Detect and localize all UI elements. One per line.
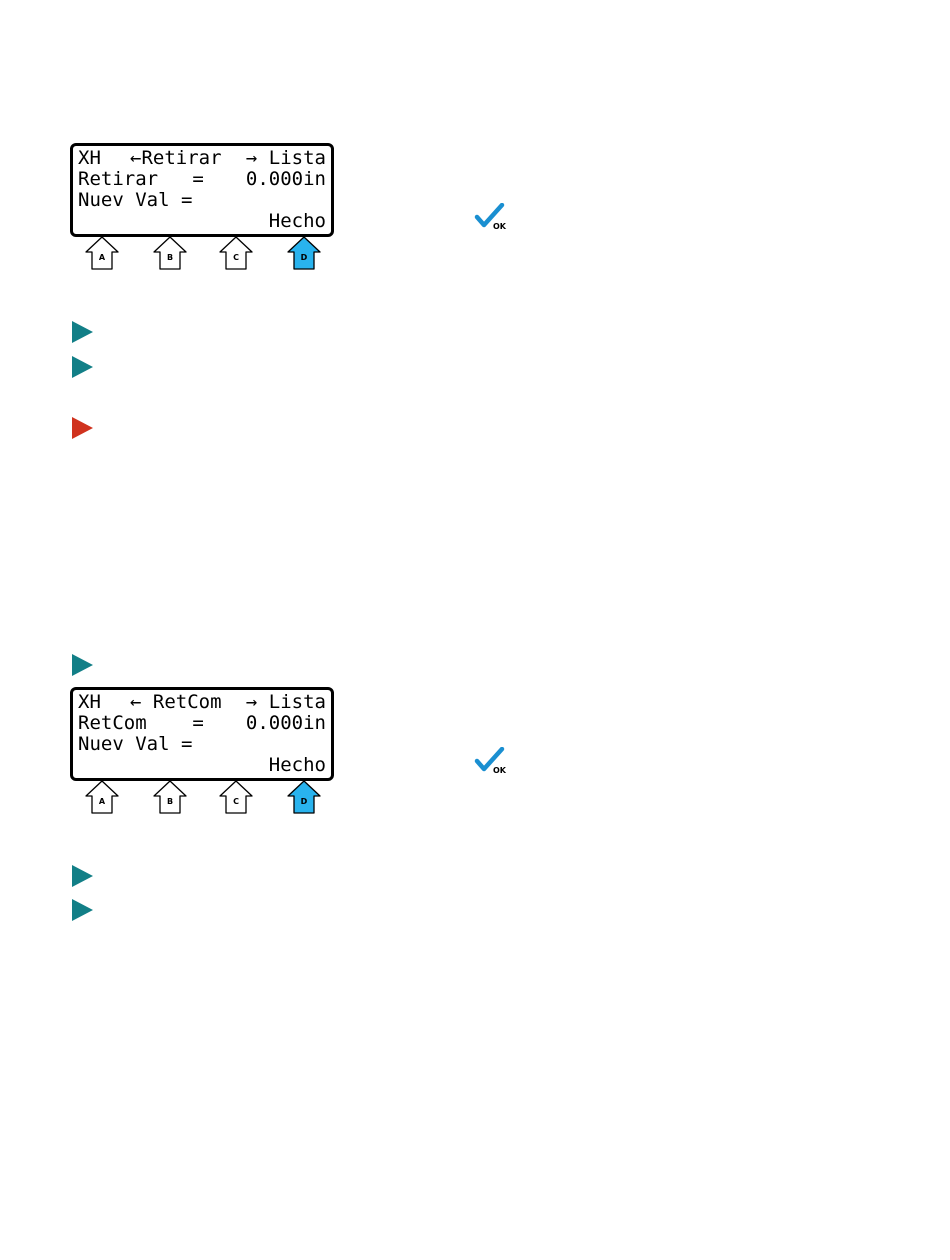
hecho-label: Hecho (268, 210, 326, 232)
lcd-value-line (78, 169, 326, 190)
nav-right-label: → Lista (245, 691, 326, 713)
soft-key-letter: B (166, 253, 174, 262)
teal-arrow-icon (70, 653, 94, 677)
lcd-action-line (78, 755, 326, 776)
soft-key-d-active[interactable] (286, 235, 322, 271)
soft-key-letter: A (98, 253, 106, 262)
soft-key-letter: B (166, 797, 174, 806)
parameter-value: 0.000in (245, 168, 326, 190)
soft-key-letter: C (233, 797, 239, 806)
nav-left-label: ←Retirar (130, 147, 222, 169)
ok-label: OK (493, 222, 506, 231)
new-value-label: Nuev Val = (78, 733, 193, 755)
lcd-new-value-line (78, 734, 326, 755)
lcd-header-line (78, 692, 326, 713)
new-value-label: Nuev Val = (78, 189, 193, 211)
check-ok-icon (474, 747, 510, 775)
soft-key-b[interactable] (152, 235, 188, 271)
soft-key-letter: D (300, 797, 308, 806)
soft-key-a[interactable] (84, 779, 120, 815)
soft-key-d-active[interactable] (286, 779, 322, 815)
lcd-display (70, 687, 334, 781)
soft-key-letter: C (233, 253, 239, 262)
teal-arrow-icon (70, 864, 94, 888)
lcd-new-value-line (78, 190, 326, 211)
soft-key-a[interactable] (84, 235, 120, 271)
soft-key-c[interactable] (218, 779, 254, 815)
axis-mode-label: XH (78, 147, 101, 169)
teal-arrow-icon (70, 320, 94, 344)
parameter-value: 0.000in (245, 712, 326, 734)
red-arrow-icon (70, 416, 94, 440)
check-ok-icon (474, 203, 510, 231)
parameter-label: Retirar = (78, 168, 204, 190)
soft-key-b[interactable] (152, 779, 188, 815)
lcd-action-line (78, 211, 326, 232)
ok-label: OK (493, 766, 506, 775)
lcd-value-line (78, 713, 326, 734)
parameter-label: RetCom = (78, 712, 204, 734)
soft-key-letter: A (98, 797, 106, 806)
teal-arrow-icon (70, 898, 94, 922)
hecho-label: Hecho (268, 754, 326, 776)
teal-arrow-icon (70, 355, 94, 379)
lcd-display (70, 143, 334, 237)
nav-left-label: ← RetCom (130, 691, 222, 713)
soft-keys (70, 235, 334, 271)
axis-mode-label: XH (78, 691, 101, 713)
nav-right-label: → Lista (245, 147, 326, 169)
soft-keys (70, 779, 334, 815)
soft-key-c[interactable] (218, 235, 254, 271)
soft-key-letter: D (300, 253, 308, 262)
lcd-header-line (78, 148, 326, 169)
